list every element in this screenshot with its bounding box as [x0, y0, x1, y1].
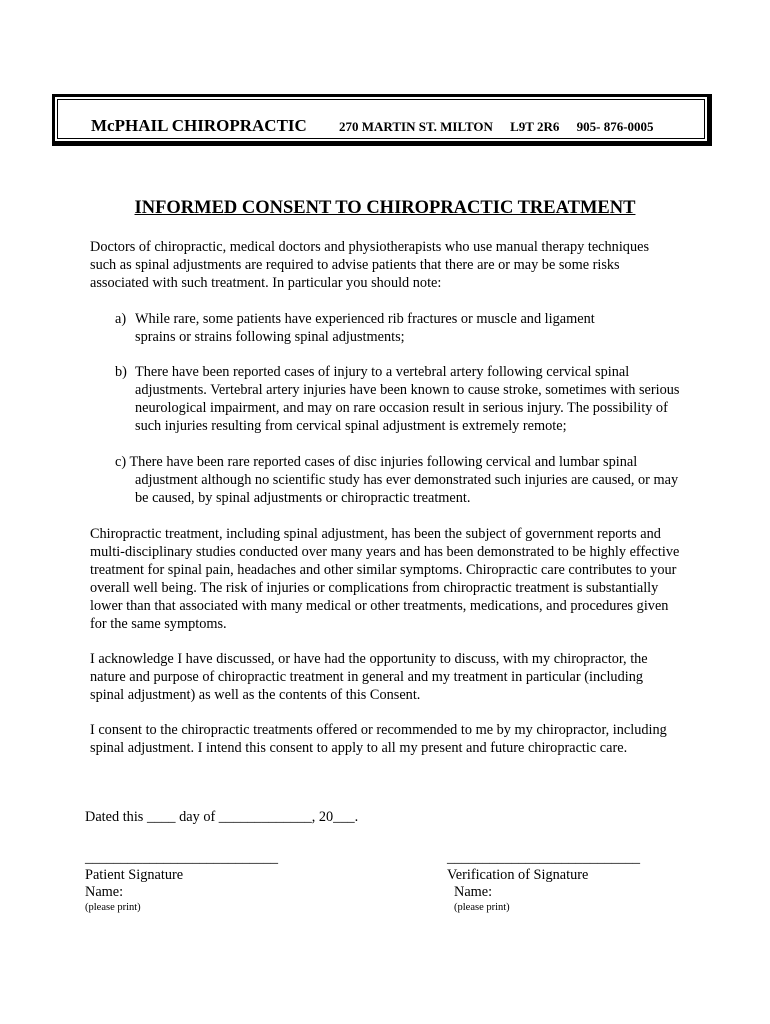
- patient-signature-label: Patient Signature: [85, 867, 184, 883]
- acknowledgement-paragraph: I acknowledge I have discussed, or have had the opportunity to discuss, with my chiropractor, the nature and purpose of chiropractic treatment in general and my treatment in particular (including spinal adjustment) as well as the contents of this Consent.: [90, 651, 648, 703]
- risk-item-first-line: While rare, some patients have experienced rib fractures or muscle and ligament: [135, 311, 595, 327]
- patient-signature-block: [85, 850, 278, 915]
- practice-postal-code: L9T 2R6: [510, 119, 560, 134]
- intro-paragraph: Doctors of chiropractic, medical doctors and physiotherapists who use manual therapy techniques such as spinal adjustments are required to advise patients that there are or may be some risks associated with such treatment. In particular you should note:: [90, 239, 650, 291]
- verification-signature-block: [447, 850, 640, 915]
- risk-item-continuation: sprains or strains following spinal adjustments;: [135, 329, 405, 345]
- patient-signature-line[interactable]: ___________________________: [85, 850, 279, 866]
- patient-print-note: (please print): [85, 902, 141, 913]
- practice-address: 270 MARTIN ST. MILTON: [339, 119, 493, 134]
- risk-item-marker: a): [115, 311, 127, 327]
- risk-item-continuation: adjustment although no scientific study has ever demonstrated such injuries are caused, or may be caused, by spinal adjustments or chiropractic treatment.: [135, 472, 679, 506]
- risk-item-first-line: There have been reported cases of injury to a vertebral artery following cervical spinal: [135, 364, 630, 380]
- letterhead-box: [52, 94, 712, 146]
- dated-line[interactable]: Dated this ____ day of _____________, 20___.: [85, 809, 359, 825]
- patient-name-label: Name:: [85, 884, 124, 900]
- practice-phone: 905- 876-0005: [576, 119, 654, 134]
- practice-contact: [339, 119, 654, 135]
- verification-print-note: (please print): [454, 902, 510, 913]
- practice-name: McPHAIL CHIROPRACTIC: [91, 116, 307, 135]
- verification-signature-label: Verification of Signature: [447, 867, 589, 883]
- treatment-paragraph: Chiropractic treatment, including spinal adjustment, has been the subject of government reports and multi-disciplinary studies conducted over many years and has been demonstrated to be highly effective treatment for spinal pain, headaches and other similar symptoms. Chiropractic care contributes to your overall well being. The risk of injuries or complications from chiropractic treatment is substantially lower than that associated with many medical or other treatments, medications, and procedures given for the same symptoms.: [90, 526, 680, 632]
- risk-item-first-line: There have been rare reported cases of disc injuries following cervical and lumbar spinal: [129, 454, 638, 470]
- consent-paragraph: I consent to the chiropractic treatments offered or recommended to me by my chiropractor, including spinal adjustment. I intend this consent to apply to all my present and future chiropractic care.: [90, 722, 667, 756]
- risk-item-continuation: adjustments. Vertebral artery injuries have been known to cause stroke, sometimes with serious neurological impairment, and may on rare occasion result in serious injury. The possibility of such injuries resulting from cervical spinal adjustment is extremely remote;: [135, 382, 680, 434]
- risk-item-b: [115, 363, 680, 435]
- risk-item-marker: b): [115, 364, 127, 380]
- risk-item-marker: c): [115, 454, 127, 470]
- verification-name-label: Name:: [454, 884, 493, 900]
- risk-item-a: [115, 310, 680, 346]
- risk-item-c: [115, 453, 690, 507]
- verification-signature-line[interactable]: ___________________________: [447, 850, 641, 866]
- document-title: INFORMED CONSENT TO CHIROPRACTIC TREATMENT: [134, 198, 636, 218]
